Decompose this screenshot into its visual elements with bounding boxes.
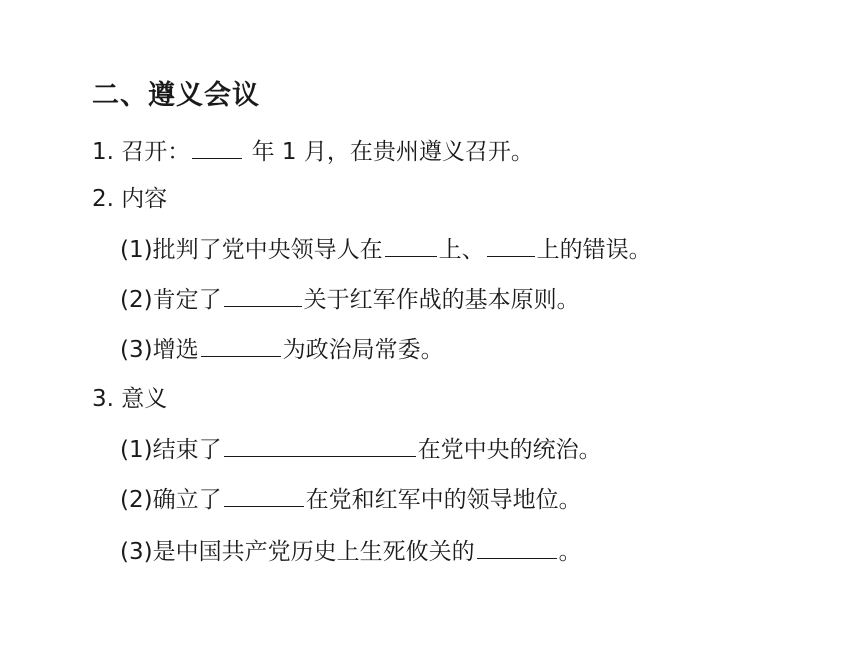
item-content-3 xyxy=(120,332,444,367)
item-text: 在党和红军中的领导地位。 xyxy=(305,487,582,513)
blank-leader[interactable] xyxy=(224,482,304,507)
item-text: 上、 xyxy=(438,237,485,263)
item-content-heading: 2. 内容 xyxy=(92,186,168,212)
item-text: (3)是中国共产党历史上生死攸关的 xyxy=(120,539,475,565)
item-text: 。 xyxy=(558,539,582,565)
blank-ended-rule[interactable] xyxy=(224,432,416,457)
item-content-1 xyxy=(120,232,652,267)
section-title: 二、遵义会议 xyxy=(92,80,260,111)
blank-error-area-2[interactable] xyxy=(487,232,535,257)
blank-person-elected[interactable] xyxy=(201,332,281,357)
item-convening xyxy=(92,134,534,169)
blank-turning-point[interactable] xyxy=(477,534,557,559)
item-text: (3)增选 xyxy=(120,337,199,363)
item-significance-heading: 3. 意义 xyxy=(92,386,168,412)
item-text: (1)结束了 xyxy=(120,437,222,463)
item-text: 1. 召开： xyxy=(92,139,191,165)
item-text: (2)肯定了 xyxy=(120,287,222,313)
item-text: 关于红军作战的基本原则。 xyxy=(303,287,580,313)
item-text: (1)批判了党中央领导人在 xyxy=(120,237,383,263)
blank-person-affirmed[interactable] xyxy=(224,282,302,307)
item-content-2 xyxy=(120,282,580,317)
item-significance-3 xyxy=(120,534,582,569)
item-text: 上的错误。 xyxy=(536,237,652,263)
blank-year[interactable] xyxy=(192,134,242,159)
item-text: (2)确立了 xyxy=(120,487,222,513)
item-text: 为政治局常委。 xyxy=(282,337,444,363)
item-significance-1 xyxy=(120,432,602,467)
blank-error-area-1[interactable] xyxy=(385,232,437,257)
item-significance-2 xyxy=(120,482,582,517)
item-text: 年 1 月，在贵州遵义召开。 xyxy=(244,139,534,165)
item-text: 在党中央的统治。 xyxy=(417,437,602,463)
